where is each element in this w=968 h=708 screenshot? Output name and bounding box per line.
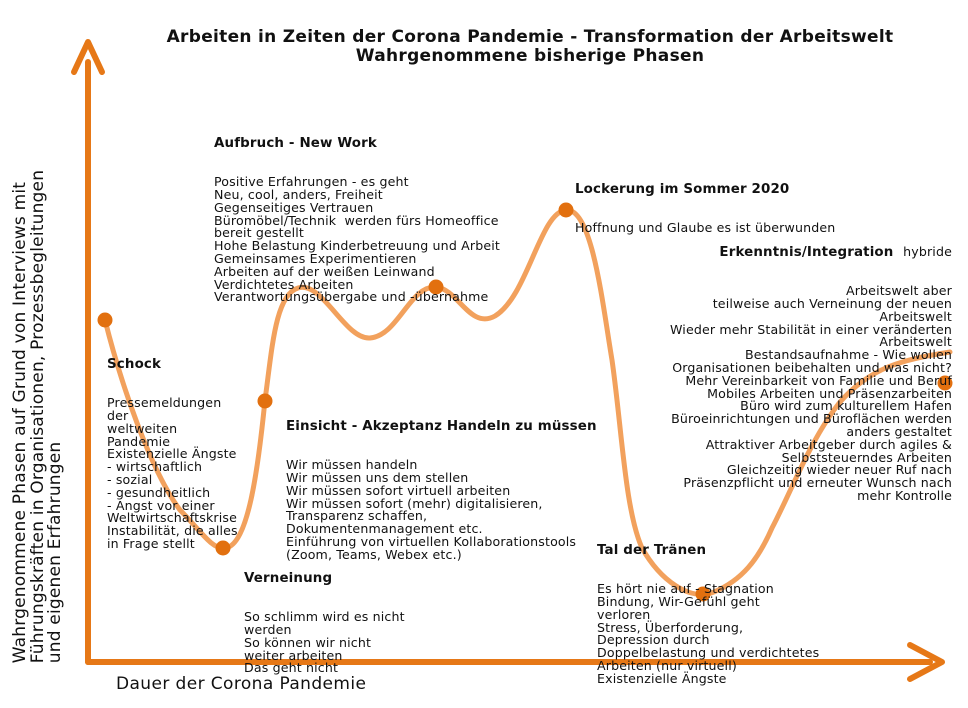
phase-line: So können wir nicht [244, 634, 372, 650]
phase-line: weltweiten [107, 420, 178, 436]
phase-line: Bindung, Wir-Gefühl geht [597, 593, 760, 609]
phase-lines [214, 176, 500, 304]
phase-line: Büromöbel/Technik werden fürs Homeoffice [214, 212, 499, 228]
phase-line: Arbeiten auf der weißen Leinwand [214, 263, 435, 279]
phase-line: Selbststeuerndes Arbeiten [781, 449, 952, 465]
phase-line: Arbeitswelt [879, 334, 952, 350]
phase-line: Depression durch [597, 632, 710, 648]
phase-line: bereit gestellt [214, 225, 305, 241]
phase-erkenntnis [670, 218, 952, 516]
phase-line: werden [244, 621, 292, 637]
phase-title: Aufbruch - New Work [214, 135, 377, 151]
phase-line: - gesundheitlich [107, 484, 211, 500]
phase-line: teilweise auch Verneinung der neuen [712, 295, 952, 311]
phase-title-text: Erkenntnis/Integration [719, 244, 894, 260]
phase-line: Wir müssen sofort virtuell arbeiten [286, 482, 511, 498]
phase-line: Wieder mehr Stabilität in einer veränderten [669, 321, 952, 337]
phase-lines [597, 583, 819, 685]
phase-title: Verneinung [244, 570, 333, 586]
phase-line: Attraktiver Arbeitgeber durch agiles & [705, 436, 952, 452]
phase-lines [286, 459, 597, 561]
phase-line: - wirtschaftlich [107, 459, 203, 475]
phase-lines [670, 285, 952, 503]
phase-line: Gemeinsames Experimentieren [214, 250, 417, 266]
y-axis-label: Wahrgenommene Phasen auf Grund von Interviews mit Führungskräften in Organisationen, Prozessbegleitungen und eigenen Erfahrungen [9, 169, 65, 664]
phase-schock [107, 331, 238, 564]
phase-line: Hoffnung und Glaube es ist überwunden [575, 220, 836, 236]
phase-line: Gegenseitiges Vertrauen [214, 199, 374, 215]
phase-aufbruch [214, 110, 500, 317]
phase-line: Doppelbelastung und verdichtetes [597, 645, 820, 661]
diagram-title: Arbeiten in Zeiten der Corona Pandemie - Transformation der Arbeitswelt [166, 27, 894, 47]
phase-lines [107, 397, 238, 551]
phase-title [670, 244, 952, 260]
phase-line: Wir müssen sofort (mehr) digitalisieren, [286, 495, 543, 511]
marker-lockerung [559, 203, 574, 218]
phase-line: Arbeitswelt [879, 308, 952, 324]
x-axis-label: Dauer der Corona Pandemie [116, 674, 367, 694]
phase-line: der [107, 407, 129, 423]
marker-einsicht [258, 394, 273, 409]
phase-line: (Zoom, Teams, Webex etc.) [286, 546, 462, 562]
phase-line: anders gestaltet [846, 423, 952, 439]
phase-line: Arbeitswelt aber [845, 283, 952, 299]
diagram-subtitle: Wahrgenommene bisherige Phasen [355, 46, 705, 66]
phase-line: Einführung von virtuellen Kollaborationstools [286, 533, 577, 549]
phase-line: Gleichzeitig wieder neuer Ruf nach [726, 462, 952, 478]
phase-title: Lockerung im Sommer 2020 [575, 181, 790, 197]
phase-title: Tal der Tränen [597, 542, 707, 558]
phase-line: weiter arbeiten [244, 647, 343, 663]
phase-line: Bestandsaufnahme - Wie wollen [744, 347, 952, 363]
phase-line: mehr Kontrolle [857, 487, 952, 503]
phase-line: in Frage stellt [107, 535, 195, 551]
phase-line: So schlimm wird es nicht [244, 609, 405, 625]
phase-title-suffix: hybride [903, 243, 952, 259]
phase-line: Pressemeldungen [107, 395, 222, 411]
phase-line: Mehr Vereinbarkeit von Familie und Beruf [685, 372, 952, 388]
phase-line: Das geht nicht [244, 660, 339, 676]
phase-line: - sozial [107, 471, 153, 487]
phase-line: Pandemie [107, 433, 171, 449]
phase-line: Es hört nie auf - Stagnation [597, 581, 774, 597]
phase-line: Wir müssen handeln [286, 457, 418, 473]
phase-line: Positive Erfahrungen - es geht [214, 174, 409, 190]
phase-line: Arbeiten (nur virtuell) [597, 657, 737, 673]
phase-einsicht [286, 393, 597, 574]
phase-line: verloren [597, 606, 651, 622]
marker-schock [98, 313, 113, 328]
phase-tal [597, 517, 819, 698]
phase-title: Einsicht - Akzeptanz Handeln zu müssen [286, 418, 597, 434]
phase-title: Schock [107, 356, 162, 372]
phase-line: Transparenz schaffen, [286, 508, 428, 524]
phase-line: Neu, cool, anders, Freiheit [214, 186, 383, 202]
phase-line: Existenzielle Ängste [597, 670, 727, 686]
phase-line: Mobiles Arbeiten und Präsenzarbeiten [707, 385, 952, 401]
phase-line: Existenzielle Ängste [107, 446, 237, 462]
phase-line: Organisationen beibehalten und was nicht? [672, 359, 952, 375]
phase-line: Hohe Belastung Kinderbetreuung und Arbeit [214, 238, 500, 254]
phase-line: Stress, Überforderung, [597, 619, 744, 635]
phase-line: Wir müssen uns dem stellen [286, 469, 469, 485]
phase-line: Verdichtetes Arbeiten [214, 276, 354, 292]
phase-line: Weltwirtschaftskrise [107, 510, 237, 526]
phase-line: Büro wird zum kulturellem Hafen [740, 398, 952, 414]
phase-line: Instabilität, die alles [107, 523, 238, 539]
phase-line: Präsenzpflicht und erneuter Wunsch nach [683, 475, 952, 491]
phase-line: Verantwortungsübergabe und -übernahme [214, 289, 489, 305]
phase-line: - Angst vor einer [107, 497, 215, 513]
phase-lines [244, 611, 405, 675]
phase-line: Dokumentenmanagement etc. [286, 521, 483, 537]
phase-line: Büroeinrichtungen und Büroflächen werden [671, 411, 952, 427]
